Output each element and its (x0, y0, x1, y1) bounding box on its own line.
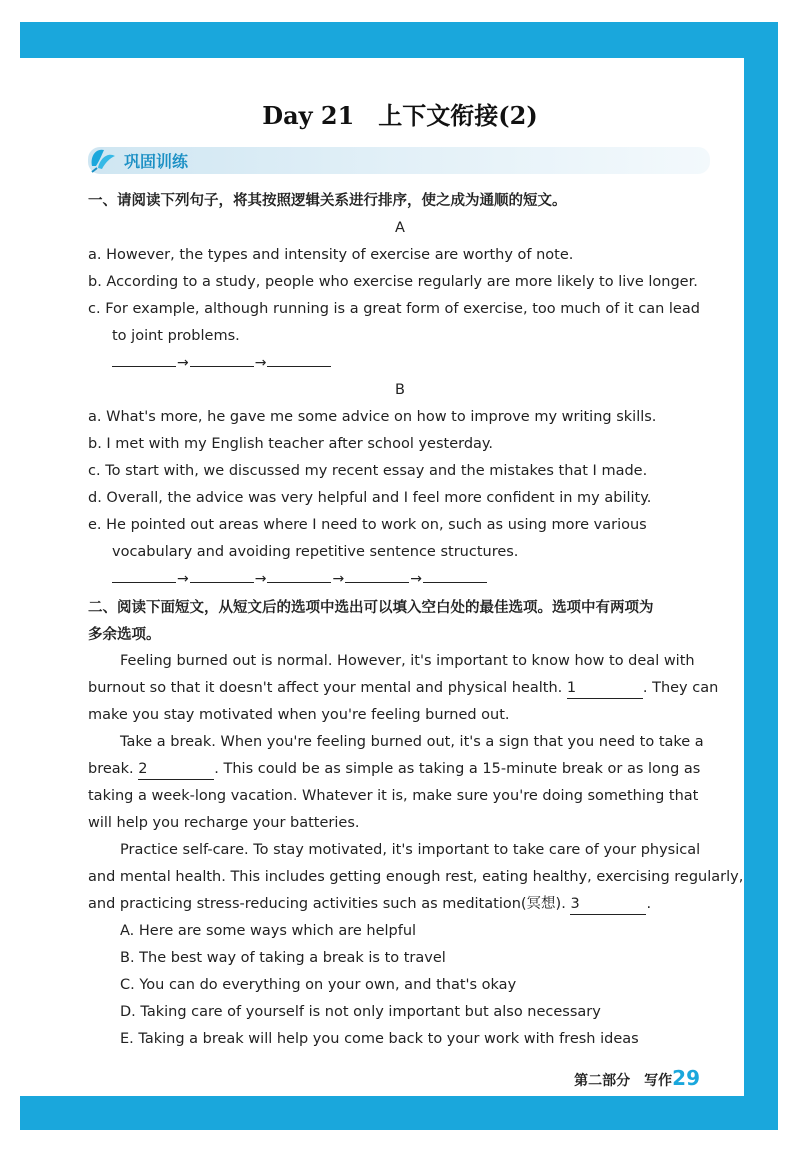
passage-line: Feeling burned out is normal. However, it's important to know how to deal with (120, 653, 695, 669)
arrow: → (177, 355, 189, 371)
group-a-answer-blanks[interactable] (112, 354, 331, 371)
group-b-item: b. I met with my English teacher after school yesterday. (88, 436, 494, 452)
section-title: 巩固训练 (124, 152, 189, 171)
group-b-answer-blanks[interactable] (112, 570, 487, 587)
passage-line: and mental health. This includes getting enough rest, eating healthy, exercising regularly, (88, 869, 744, 885)
arrow: → (410, 571, 422, 587)
passage-line: taking a week-long vacation. Whatever it is, make sure you're doing something that (88, 788, 699, 804)
q2-instruction: 二、阅读下面短文，从短文后的选项中选出可以填入空白处的最佳选项。选项中有两项为 (88, 600, 654, 616)
passage-text: . They can (642, 680, 719, 696)
group-a-item: b. According to a study, people who exercise regularly are more likely to live longer. (88, 274, 698, 290)
arrow: → (177, 571, 189, 587)
bottom-border (20, 1096, 778, 1130)
blank-3[interactable]: 3 (570, 894, 646, 915)
group-b-item-continued: vocabulary and avoiding repetitive sentence structures. (112, 544, 519, 560)
q2-instruction-continued: 多余选项。 (88, 627, 161, 643)
passage-text: . This could be as simple as taking a 15-minute break or as long as (214, 761, 701, 777)
option-b: B. The best way of taking a break is to travel (120, 950, 446, 966)
group-b-item: e. He pointed out areas where I need to work on, such as using more various (88, 517, 647, 533)
group-b-item: d. Overall, the advice was very helpful and I feel more confident in my ability. (88, 490, 652, 506)
option-a: A. Here are some ways which are helpful (120, 923, 417, 939)
group-a-item: a. However, the types and intensity of exercise are worthy of note. (88, 247, 574, 263)
group-a-item-continued: to joint problems. (112, 328, 240, 344)
group-b-label: B (395, 382, 405, 398)
group-b-item: a. What's more, he gave me some advice on how to improve my writing skills. (88, 409, 657, 425)
q1-instruction: 一、请阅读下列句子，将其按照逻辑关系进行排序，使之成为通顺的短文。 (88, 193, 567, 209)
passage-text: break. (88, 761, 139, 777)
arrow: → (332, 571, 345, 587)
group-b-item: c. To start with, we discussed my recent essay and the mistakes that I made. (88, 463, 648, 479)
passage-line (88, 894, 651, 915)
arrow: → (254, 571, 267, 587)
passage-line: Practice self-care. To stay motivated, it's important to take care of your physical (120, 842, 701, 858)
passage-text: . (646, 896, 652, 912)
passage-line: make you stay motivated when you're feeling burned out. (88, 707, 510, 723)
option-c: C. You can do everything on your own, and that's okay (120, 977, 517, 993)
option-d: D. Taking care of yourself is not only important but also necessary (120, 1004, 601, 1020)
passage-line (88, 678, 718, 699)
right-border (744, 22, 778, 1130)
group-a-item: c. For example, although running is a great form of exercise, too much of it can lead (88, 301, 700, 317)
passage-line (88, 759, 700, 780)
blank-1[interactable]: 1 (567, 678, 643, 699)
ginkgo-leaf-icon (88, 144, 118, 174)
passage-line: will help you recharge your batteries. (88, 815, 360, 831)
group-a-label: A (395, 220, 405, 236)
option-e: E. Taking a break will help you come back to your work with fresh ideas (120, 1031, 639, 1047)
footer-text: 第二部分 写作 (574, 1073, 673, 1089)
arrow: → (254, 355, 267, 371)
passage-text: and practicing stress-reducing activities such as meditation(冥想). (88, 896, 571, 912)
passage-line: Take a break. When you're feeling burned out, it's a sign that you need to take a (120, 734, 704, 750)
page-number: 29 (672, 1066, 700, 1090)
page-title: Day 21 上下文衔接(2) (262, 101, 538, 130)
page-footer (574, 1066, 700, 1090)
blank-2[interactable]: 2 (138, 759, 214, 780)
top-border (20, 22, 778, 58)
passage-text: burnout so that it doesn't affect your mental and physical health. (88, 680, 567, 696)
